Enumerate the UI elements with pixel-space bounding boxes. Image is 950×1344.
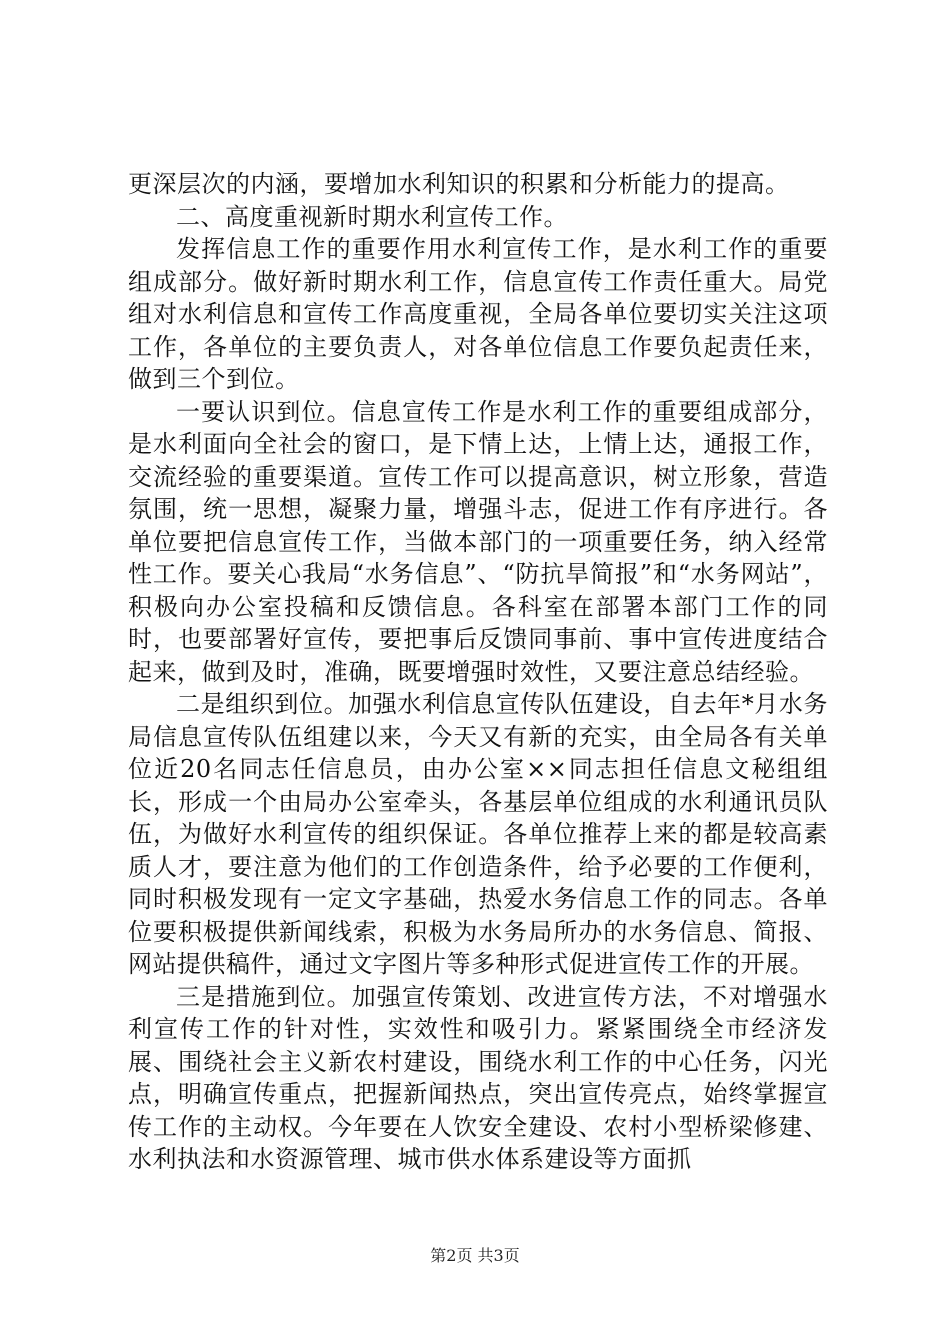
- paragraph-continuation: 更深层次的内涵，要增加水利知识的积累和分析能力的提高。: [128, 170, 790, 198]
- paragraph: 三是措施到位。加强宣传策划、改进宣传方法，不对增强水利宣传工作的针对性，实效性和吸引力。紧紧围绕全市经济发展、围绕社会主义新农村建设，围绕水利工作的中心任务，闪光点，明确宣传重点，把握新闻热点，突出宣传亮点，始终掌握宣传工作的主动权。今年要在人饮安全建设、农村小型桥梁修建、水利执法和水资源管理、城市供水体系建设等方面抓: [128, 982, 828, 1173]
- page-number-footer: 第2页 共3页: [430, 1246, 520, 1265]
- paragraph: 一要认识到位。信息宣传工作是水利工作的重要组成部分，是水利面向全社会的窗口，是下情上达，上情上达，通报工作，交流经验的重要渠道。宣传工作可以提高意识，树立形象，营造氛围，统一思想，凝聚力量，增强斗志，促进工作有序进行。各单位要把信息宣传工作，当做本部门的一项重要任务，纳入经常性工作。要关心我局“水务信息”、“防抗旱简报”和“水务网站”，积极向办公室投稿和反馈信息。各科室在部署本部门工作的同时，也要部署好宣传，要把事后反馈同事前、事中宣传进度结合起来，做到及时，准确，既要增强时效性，又要注意总结经验。: [128, 397, 828, 686]
- document-body: [128, 168, 828, 1176]
- paragraph: 发挥信息工作的重要作用水利宣传工作，是水利工作的重要组成部分。做好新时期水利工作，信息宣传工作责任重大。局党组对水利信息和宣传工作高度重视，全局各单位要切实关注这项工作，各单位的主要负责人，对各单位信息工作要负起责任来，做到三个到位。: [128, 235, 828, 393]
- section-heading: 二、高度重视新时期水利宣传工作。: [176, 202, 568, 231]
- paragraph: 二是组织到位。加强水利信息宣传队伍建设，自去年*月水务局信息宣传队伍组建以来，今天又有新的充实，由全局各有关单位近20名同志任信息员，由办公室××同志担任信息文秘组组长，形成一个由局办公室牵头，各基层单位组成的水利通讯员队伍，为做好水利宣传的组织保证。各单位推荐上来的都是较高素质人才，要注意为他们的工作创造条件，给予必要的工作便利，同时积极发现有一定文字基础，热爱水务信息工作的同志。各单位要积极提供新闻线索，积极为水务局所办的水务信息、简报、网站提供稿件，通过文字图片等多种形式促进宣传工作的开展。: [128, 690, 828, 978]
